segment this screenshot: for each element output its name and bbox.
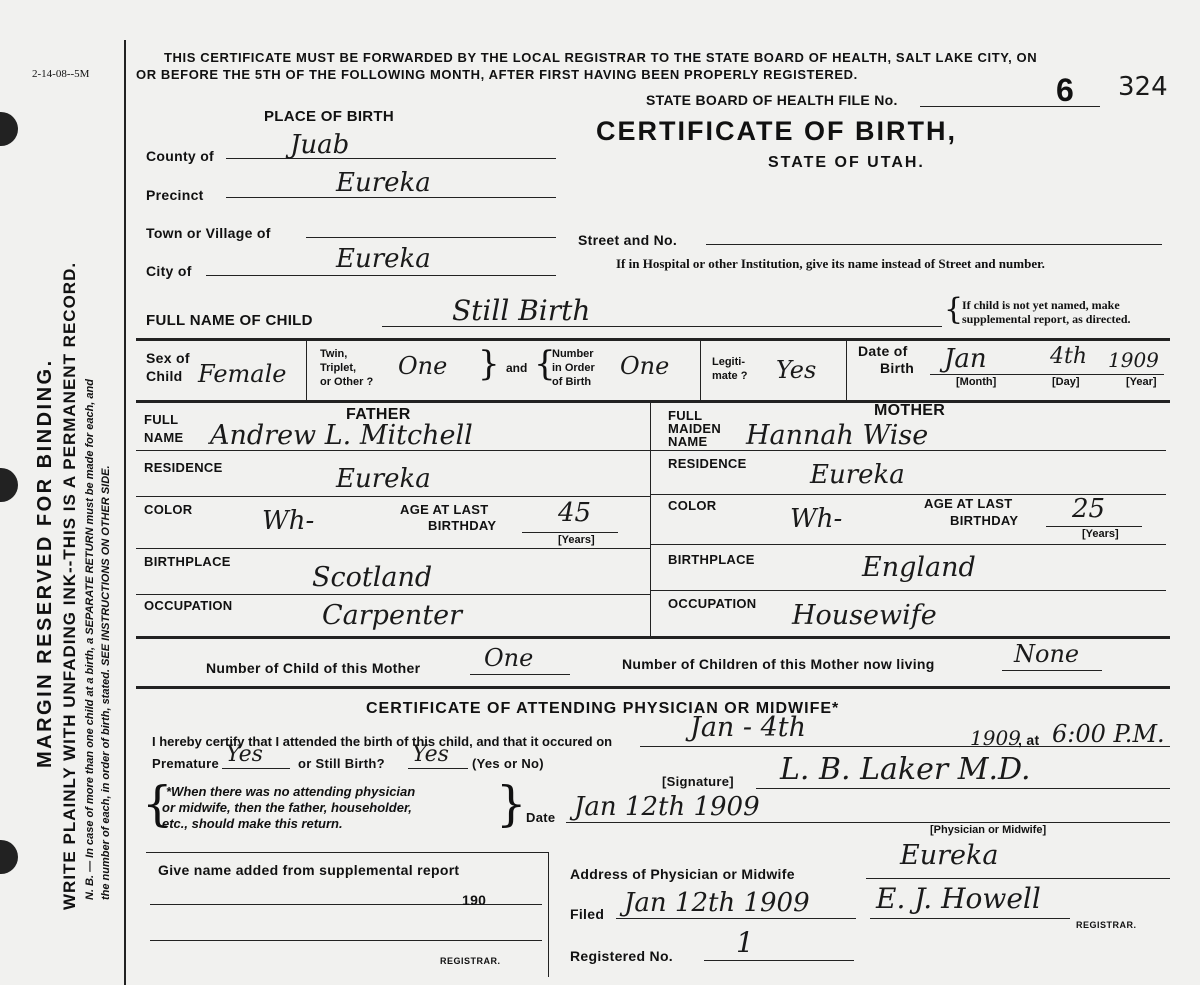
mother-color-value: Wh-: [790, 504, 843, 534]
county-value: Juab: [290, 130, 350, 160]
twin-value: One: [398, 352, 448, 380]
mother-birthplace-value: England: [862, 552, 976, 583]
legit-label-1: Legiti-: [712, 356, 745, 368]
header-line-2: OR BEFORE THE 5TH OF THE FOLLOWING MONTH, AFTER FIRST HAVING BEEN PROPERLY REGISTERED.: [136, 67, 858, 82]
still-birth-line: [408, 768, 468, 769]
certify-date-value: Jan - 4th: [690, 712, 807, 743]
father-age-label-1: AGE AT LAST: [400, 502, 489, 517]
form-code: 2-14-08--5M: [32, 68, 90, 80]
divider-sex: [306, 338, 307, 400]
margin-nb-line2: the number of each, in order of birth, stated. SEE INSTRUCTIONS ON OTHER SIDE.: [100, 465, 112, 900]
note-line-3: etc., should make this return.: [162, 816, 343, 831]
file-number-label: STATE BOARD OF HEALTH FILE No.: [646, 92, 898, 108]
name-note-brace: {: [944, 292, 964, 327]
place-of-birth-heading: PLACE OF BIRTH: [264, 108, 395, 125]
supplemental-line-2: [150, 940, 542, 941]
supplemental-registrar: REGISTRAR.: [440, 956, 501, 966]
binding-hole: [0, 112, 18, 146]
precinct-value: Eureka: [336, 168, 431, 198]
mother-residence-value: Eureka: [810, 460, 905, 490]
header-line-1: THIS CERTIFICATE MUST BE FORWARDED BY THE LOCAL REGISTRAR TO THE STATE BOARD OF HEALTH, SALT LAKE CITY, ON: [164, 50, 1038, 65]
margin-ink-note: WRITE PLAINLY WITH UNFADING INK--THIS IS A PERMANENT RECORD.: [60, 261, 79, 910]
name-note-line2: supplemental report, as directed.: [962, 312, 1131, 326]
filed-value: Jan 12th 1909: [624, 888, 810, 918]
still-birth-label: or Still Birth?: [298, 756, 385, 771]
registrar-signature: E. J. Howell: [876, 882, 1041, 915]
street-line: [706, 244, 1162, 245]
father-age-line: [522, 532, 618, 533]
supplemental-box-top: [146, 852, 548, 853]
mother-age-label-1: AGE AT LAST: [924, 496, 1013, 511]
father-residence-label: RESIDENCE: [144, 460, 223, 475]
mother-age-label-2: BIRTHDAY: [950, 513, 1019, 528]
registered-number-line: [704, 960, 854, 961]
date-signed-label: Date: [526, 810, 556, 825]
supplemental-box-right: [548, 852, 549, 977]
number-of-child-value: One: [484, 644, 534, 672]
name-note-line1: If child is not yet named, make: [962, 298, 1120, 312]
father-color-label: COLOR: [144, 502, 193, 517]
mother-occupation-label: OCCUPATION: [668, 596, 757, 611]
registered-number-label: Registered No.: [570, 948, 673, 964]
father-birthplace-label: BIRTHPLACE: [144, 554, 231, 569]
signature-line: [756, 788, 1170, 789]
supplemental-label: Give name added from supplemental report: [158, 862, 460, 878]
year-caption: [Year]: [1126, 376, 1157, 388]
father-name-label-1: FULL: [144, 412, 179, 427]
margin-nb-line1: N. B. — In case of more than one child at a birth, a SEPARATE RETURN must be made for each, and: [84, 379, 96, 900]
father-age-value: 45: [558, 498, 592, 528]
twin-brace: }: [478, 344, 500, 384]
date-signed-line: [566, 822, 1170, 823]
mother-birthplace-label: BIRTHPLACE: [668, 552, 755, 567]
mother-heading: MOTHER: [874, 402, 946, 419]
date-label-2: Birth: [880, 360, 915, 376]
registrar-sign-line: [870, 918, 1070, 919]
date-signed-value: Jan 12th 1909: [574, 792, 760, 822]
order-value: One: [620, 352, 670, 380]
signature-value: L. B. Laker M.D.: [780, 752, 1031, 787]
mother-row-4: [650, 590, 1166, 591]
street-label: Street and No.: [578, 232, 678, 248]
twin-label-1: Twin,: [320, 348, 348, 360]
certify-year-value: 1909: [970, 726, 1021, 750]
birth-time-value: 6:00 P.M.: [1052, 720, 1165, 748]
father-residence-value: Eureka: [336, 464, 431, 494]
yes-no-label: (Yes or No): [472, 756, 544, 771]
father-row-1: [136, 450, 650, 451]
address-line: [866, 878, 1170, 879]
and-label: and: [506, 361, 528, 375]
mother-row-1: [650, 450, 1166, 451]
month-caption: [Month]: [956, 376, 997, 388]
mother-color-label: COLOR: [668, 498, 717, 513]
hospital-note: If in Hospital or other Institution, give its name instead of Street and number.: [616, 256, 1045, 271]
file-number-extra: 324: [1118, 72, 1168, 102]
father-age-label-2: BIRTHDAY: [428, 518, 497, 533]
note-brace-right: }: [496, 776, 527, 832]
physician-role-caption: [Physician or Midwife]: [930, 824, 1047, 836]
number-of-child-label: Number of Child of this Mother: [206, 660, 421, 676]
rule-child-top: [136, 338, 1170, 341]
mother-age-value: 25: [1072, 494, 1106, 524]
binding-hole: [0, 840, 18, 874]
birth-day: 4th: [1050, 344, 1088, 369]
day-caption: [Day]: [1052, 376, 1080, 388]
filed-line: [616, 918, 856, 919]
order-label-1: Number: [552, 348, 594, 360]
note-line-1: *When there was no attending physician: [166, 784, 416, 799]
twin-label-2: Triplet,: [320, 362, 357, 374]
divider-legit: [846, 338, 847, 400]
still-birth-value: Yes: [412, 742, 449, 767]
father-row-2: [136, 496, 650, 497]
sex-label-2: Child: [146, 368, 183, 384]
birth-month: Jan: [944, 344, 987, 374]
mother-occupation-value: Housewife: [792, 600, 937, 631]
children-living-value: None: [1014, 640, 1080, 668]
father-years-caption: [Years]: [558, 534, 595, 546]
parents-divider: [650, 400, 651, 636]
address-label: Address of Physician or Midwife: [570, 866, 795, 882]
birth-date-line: [930, 374, 1164, 375]
father-row-4: [136, 594, 650, 595]
city-line: [206, 275, 556, 276]
binding-hole: [0, 468, 18, 502]
note-line-2: or midwife, then the father, householder,: [162, 800, 412, 815]
children-living-label: Number of Children of this Mother now living: [622, 656, 935, 672]
legit-value: Yes: [776, 356, 817, 384]
rule-child-bottom: [136, 400, 1170, 403]
legit-label-2: mate ?: [712, 370, 748, 382]
filed-label: Filed: [570, 906, 605, 922]
margin-binding-note: MARGIN RESERVED FOR BINDING.: [34, 358, 56, 768]
address-value: Eureka: [900, 840, 999, 871]
signature-label: [Signature]: [662, 774, 734, 789]
father-color-value: Wh-: [262, 506, 315, 536]
mother-name-value: Hannah Wise: [746, 420, 929, 451]
certificate-title: CERTIFICATE OF BIRTH,: [596, 116, 957, 146]
father-row-3: [136, 548, 650, 549]
physician-heading: CERTIFICATE OF ATTENDING PHYSICIAN OR MIDWIFE*: [366, 700, 840, 717]
registrar-label: REGISTRAR.: [1076, 920, 1137, 930]
number-of-child-line: [470, 674, 570, 675]
county-label: County of: [146, 148, 215, 164]
date-label-1: Date of: [858, 343, 908, 359]
mother-years-caption: [Years]: [1082, 528, 1119, 540]
town-line: [306, 237, 556, 238]
mother-age-line: [1046, 526, 1142, 527]
city-value: Eureka: [336, 244, 431, 274]
father-name-label-2: NAME: [144, 430, 184, 445]
certify-text: I hereby certify that I attended the birth of this child, and that it occured on: [152, 734, 613, 749]
premature-label: Premature: [152, 756, 220, 771]
mother-name-label-3: NAME: [668, 434, 708, 449]
mother-row-3: [650, 544, 1166, 545]
sex-label-1: Sex of: [146, 350, 190, 366]
divider-order: [700, 338, 701, 400]
order-label-2: in Order: [552, 362, 595, 374]
mother-name-label-1: FULL: [668, 408, 703, 423]
father-birthplace-value: Scotland: [312, 562, 433, 593]
premature-value: Yes: [226, 742, 263, 767]
father-heading: FATHER: [346, 406, 411, 423]
father-occupation-label: OCCUPATION: [144, 598, 233, 613]
registered-number-value: 1: [736, 926, 754, 959]
twin-label-3: or Other ?: [320, 376, 374, 388]
sex-value: Female: [198, 360, 287, 388]
premature-line: [222, 768, 290, 769]
father-occupation-value: Carpenter: [322, 600, 463, 631]
supplemental-year-prefix: 190: [462, 892, 487, 908]
child-name-value: Still Birth: [452, 294, 591, 327]
mother-name-label-2: MAIDEN: [668, 421, 722, 436]
town-label: Town or Village of: [146, 225, 271, 241]
state-heading: STATE OF UTAH.: [768, 154, 925, 171]
at-label: , at: [1018, 732, 1040, 748]
county-line: [226, 158, 556, 159]
mother-residence-label: RESIDENCE: [668, 456, 747, 471]
child-name-label: FULL NAME OF CHILD: [146, 312, 313, 329]
city-label: City of: [146, 263, 192, 279]
order-brace: {: [534, 344, 556, 384]
precinct-label: Precinct: [146, 187, 204, 203]
file-number-value: 6: [1056, 72, 1075, 108]
order-label-3: of Birth: [552, 376, 592, 388]
children-living-line: [1002, 670, 1102, 671]
note-brace-left: {: [142, 776, 173, 832]
father-name-value: Andrew L. Mitchell: [210, 420, 473, 451]
rule-physician-top: [136, 686, 1170, 689]
margin-divider: [124, 40, 126, 985]
rule-parents-bottom: [136, 636, 1170, 639]
birth-year: 1909: [1108, 348, 1159, 372]
